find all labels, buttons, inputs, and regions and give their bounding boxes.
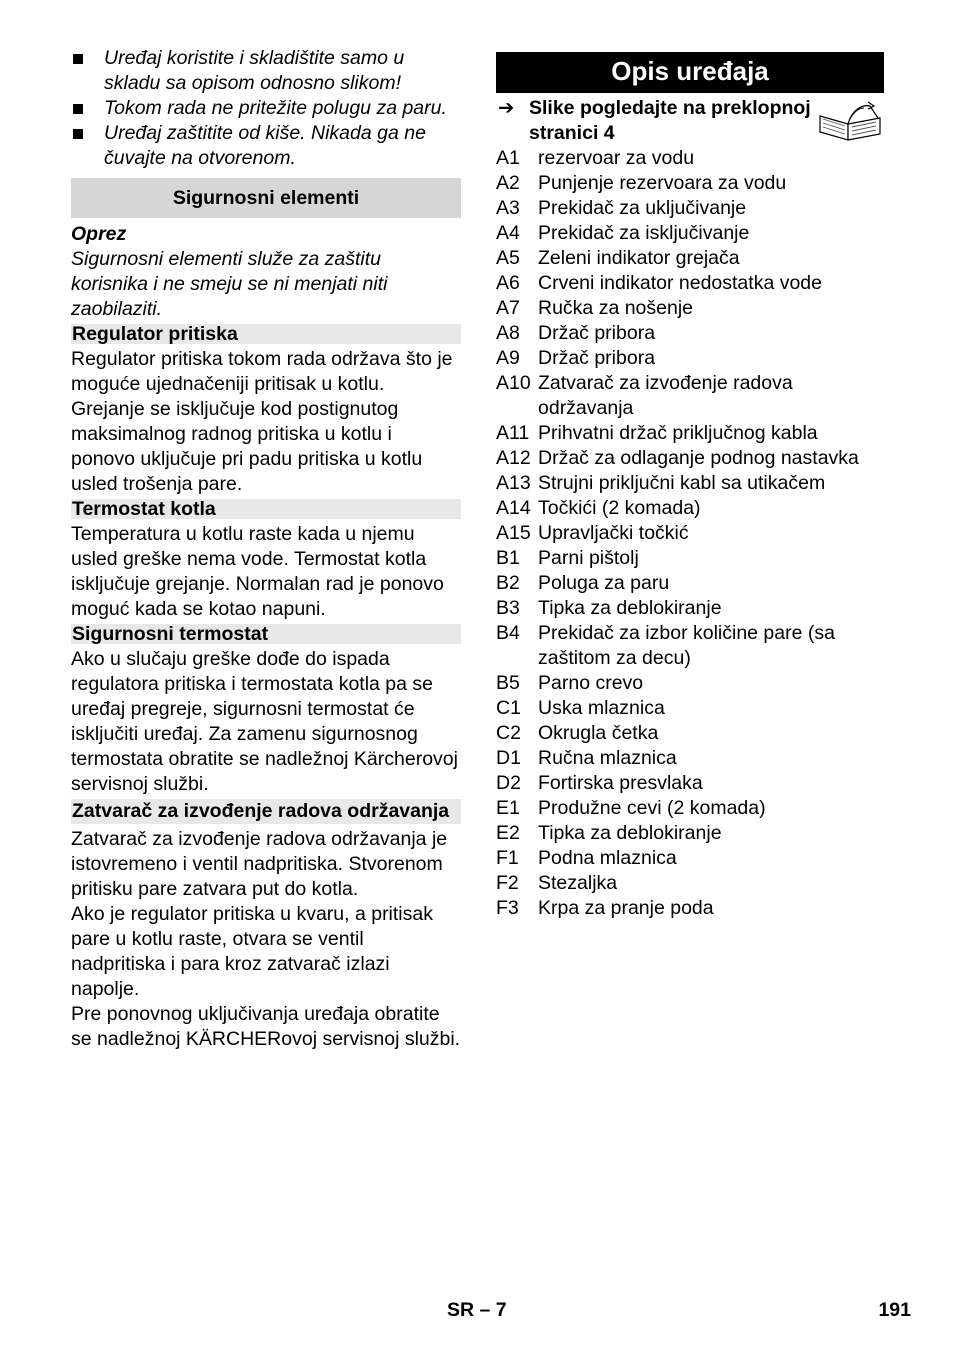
- subheading-safety-thermostat: Sigurnosni termostat: [71, 624, 461, 644]
- list-item: F3 Krpa za pranje poda: [496, 897, 714, 919]
- component-legend-list: [496, 146, 884, 921]
- list-item: A6 Crveni indikator nedostatka vode: [496, 272, 822, 294]
- open-book-icon: [818, 100, 884, 142]
- pressure-regulator-text: Regulator pritiska tokom rada održava što je moguće ujednačeniji pritisak u kotlu. Grejanje se isključuje kod postignutog maksimalnog radnog pritiska u kotlu i ponovo uključuje pri padu pritiska u kotlu usled trošenja pare.: [71, 348, 453, 495]
- list-item: A15 Upravljački točkić: [496, 522, 689, 544]
- list-item: F2 Stezaljka: [496, 872, 618, 894]
- list-item: A3 Prekidač za uključivanje: [496, 197, 747, 219]
- maintenance-cap-paragraph: Pre ponovnog uključivanja uređaja obratite se nadležnoj KÄRCHERovoj servisnoj službi.: [71, 1003, 461, 1050]
- bullet-item: Tokom rada ne pritežite polugu za paru.: [71, 96, 461, 121]
- bullet-item: Uređaj koristite i skladištite samo u skladu sa opisom odnosno slikom!: [71, 46, 461, 96]
- list-item: A2 Punjenje rezervoara za vodu: [496, 172, 787, 194]
- caution-text: Sigurnosni elementi služe za zaštitu korisnika i ne smeju se ni menjati niti zaobilaziti.: [71, 248, 388, 320]
- left-column: [71, 46, 461, 1052]
- subheading-maintenance-cap: Zatvarač za izvođenje radova održavanja: [71, 799, 461, 824]
- footer-section-label: SR – 7: [447, 1299, 507, 1321]
- list-item: D2 Fortirska presvlaka: [496, 772, 703, 794]
- list-item: F1 Podna mlaznica: [496, 847, 677, 869]
- right-column: [496, 52, 884, 921]
- figure-reference-text: Slike pogledajte na preklopnoj stranici 4: [529, 97, 811, 144]
- list-item: A13 Strujni priključni kabl sa utikačem: [496, 472, 826, 494]
- caution-label: Oprez: [71, 223, 127, 245]
- intro-bullet-list: [71, 46, 461, 171]
- list-item: B3 Tipka za deblokiranje: [496, 597, 722, 619]
- list-item: A8 Držač pribora: [496, 322, 656, 344]
- list-item: A10 Zatvarač za izvođenje radova održavanja: [496, 372, 793, 419]
- maintenance-cap-paragraph: Zatvarač za izvođenje radova održavanja je istovremeno i ventil nadpritiska. Stvorenom pritisku pare zatvara put do kotla.: [71, 828, 448, 900]
- section-title-device-description: Opis uređaja: [496, 52, 884, 93]
- subheading-boiler-thermostat: Termostat kotla: [71, 499, 461, 519]
- square-bullet-icon: [73, 129, 83, 139]
- list-item: E1 Produžne cevi (2 komada): [496, 797, 766, 819]
- list-item: B4 Prekidač za izbor količine pare (sa zaštitom za decu): [496, 622, 835, 669]
- list-item: A4 Prekidač za isključivanje: [496, 222, 750, 244]
- list-item: A14 Točkići (2 komada): [496, 497, 701, 519]
- list-item: A1 rezervoar za vodu: [496, 147, 695, 169]
- list-item: A5 Zeleni indikator grejača: [496, 247, 740, 269]
- arrow-right-icon: ➔: [498, 97, 515, 119]
- section-title-safety-elements: Sigurnosni elementi: [71, 178, 461, 218]
- maintenance-cap-paragraph: Ako je regulator pritiska u kvaru, a pritisak pare u kotlu raste, otvara se ventil nadpritiska i para kroz zatvarač izlazi napolje.: [71, 903, 433, 1000]
- list-item: A11 Prihvatni držač priključnog kabla: [496, 422, 818, 444]
- list-item: D1 Ručna mlaznica: [496, 747, 677, 769]
- bullet-item: Uređaj zaštitite od kiše. Nikada ga ne čuvajte na otvorenom.: [71, 121, 461, 171]
- boiler-thermostat-text: Temperatura u kotlu raste kada u njemu usled greške nema vode. Termostat kotla isključuje grejanje. Normalan rad je ponovo moguć kada se kotao napuni.: [71, 523, 444, 620]
- list-item: B2 Poluga za paru: [496, 572, 670, 594]
- page-number: 191: [878, 1299, 911, 1321]
- list-item: C2 Okrugla četka: [496, 722, 659, 744]
- list-item: B5 Parno crevo: [496, 672, 644, 694]
- subheading-pressure-regulator: Regulator pritiska: [71, 324, 461, 344]
- list-item: B1 Parni pištolj: [496, 547, 639, 569]
- list-item: C1 Uska mlaznica: [496, 697, 665, 719]
- safety-thermostat-text: Ako u slučaju greške dođe do ispada regulatora pritiska i termostata kotla pa se uređaj pregreje, sigurnosni termostat će isključiti uređaj. Za zamenu sigurnosnog termostata obratite se nadležnoj Kärcherovoj servisnoj službi.: [71, 648, 458, 795]
- square-bullet-icon: [73, 54, 83, 64]
- list-item: E2 Tipka za deblokiranje: [496, 822, 722, 844]
- list-item: A7 Ručka za nošenje: [496, 297, 694, 319]
- list-item: A9 Držač pribora: [496, 347, 656, 369]
- square-bullet-icon: [73, 104, 83, 114]
- list-item: A12 Držač za odlaganje podnog nastavka: [496, 447, 859, 469]
